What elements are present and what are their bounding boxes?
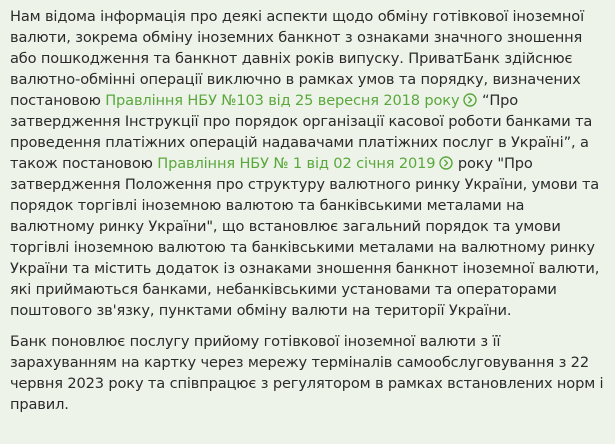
paragraph2-text: Банк поновлює послугу прийому готівкової іноземної валюти з її зарахуванням на картку через мережу терміналів самообслуговування з 22 червня 2023 року та співпрацює з регулятором в рамках встановлених норм і правил. — [10, 333, 604, 413]
paragraph-nbu-regulations — [10, 6, 606, 321]
paragraph1-intro-text: Нам відома інформація про деякі аспекти щодо обміну готівкової іноземної валюти, зокрема обміну іноземних банкнот з ознаками значного зношення або пошкодження та банкнот давніх років випуску. ПриватБанк здійснює валютно-обмінні операції виключно в рамках умов та порядку, визначених постановою — [10, 8, 584, 109]
nbu-resolution-103-link-label: Правління НБУ №103 від 25 вересня 2018 року — [105, 92, 460, 109]
paragraph1-middle-text: “Про затвердження Інструкції про порядок організації касової роботи банками та проведення платіжних операцій надавачами платіжних послуг в Україні”, а також постановою — [10, 92, 593, 172]
paragraph-service-resumption — [10, 331, 606, 415]
arrow-circle-right-icon — [439, 156, 453, 170]
paragraph1-closing-text: року "Про затвердження Положення про структуру валютного ринку України, умови та порядок торгівлі іноземною валютою та банківськими металами на валютному ринку України", що встановлює загальний порядок та умови торгівлі іноземною валютою та банківськими металами на валютному ринку України та містить додаток із ознаками зношення банкнот іноземної валюти, які приймаються банками, небанківськими установами та операторами поштового зв'язку, пунктами обміну валюти на території України. — [10, 155, 600, 319]
arrow-circle-right-icon — [463, 93, 477, 107]
nbu-resolution-103-link[interactable] — [105, 92, 477, 109]
nbu-resolution-1-link[interactable] — [157, 155, 453, 172]
nbu-resolution-1-link-label: Правління НБУ № 1 від 02 січня 2019 — [157, 155, 436, 172]
